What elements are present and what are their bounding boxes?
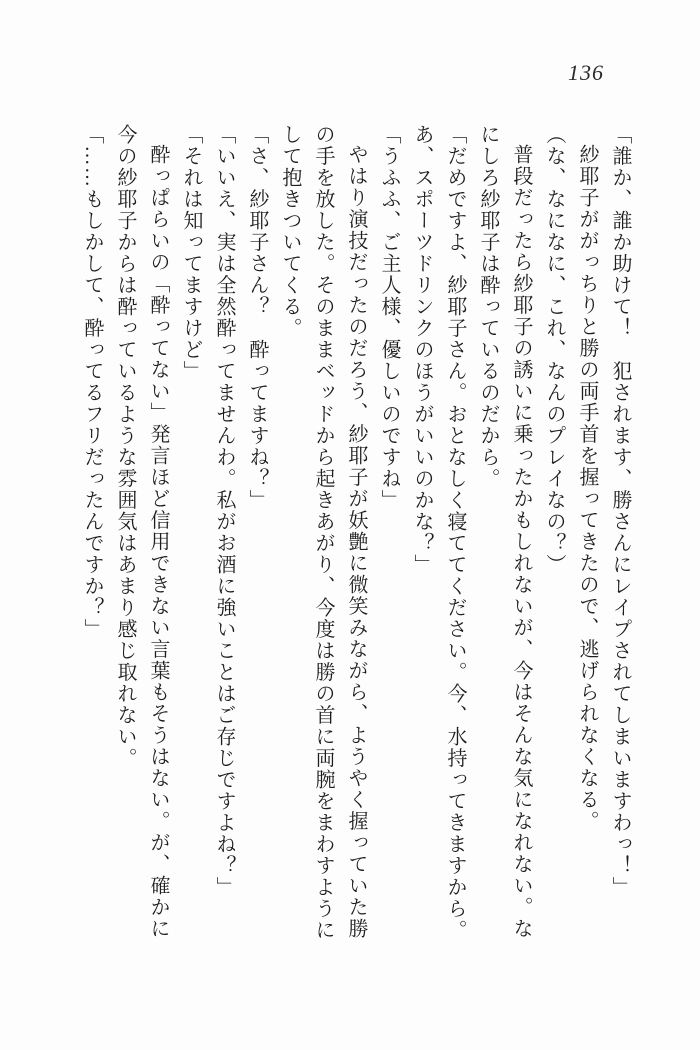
paragraph: 「いいえ、実は全然酔ってませんわ。私がお酒に強いことはご存じですよね？」 bbox=[213, 124, 235, 898]
paragraph: 「……もしかして、酔ってるフリだったんですか？」 bbox=[81, 124, 103, 640]
paragraph: 「それは知ってますけど」 bbox=[180, 124, 202, 382]
body-text bbox=[70, 124, 636, 946]
paragraph: （な、なになに、これ、なんのプレイなの？） bbox=[543, 124, 565, 576]
page-number: 136 bbox=[568, 60, 604, 85]
paragraph: 「だめですよ、紗耶子さん。おとなしく寝ててください。今、水持ってきますから。あ、スポーツドリンクのほうがいいのかな？」 bbox=[411, 124, 466, 941]
paragraph: やはり演技だったのだろう、紗耶子が妖艶に微笑みながら、ようやく握っていた勝の手を放した。そのままベッドから起きあがり、今度は勝の首に両腕をまわすようにして抱きついてくる。 bbox=[279, 124, 367, 941]
paragraph: 「さ、紗耶子さん？ 酔ってますね？」 bbox=[246, 124, 268, 511]
paragraph: 「うふふ、ご主人様、優しいのですね」 bbox=[378, 124, 400, 511]
paragraph: 紗耶子ががっちりと勝の両手首を握ってきたので、逃げられなくなる。 bbox=[576, 144, 598, 832]
paragraph: 「誰か、誰か助けて！ 犯されます、勝さんにレイプされてしまいますわっ！」 bbox=[609, 124, 631, 898]
paragraph: 酔っぱらいの「酔ってない」発言ほど信用できない言葉もそうはない。が、確かに今の紗耶子からは酔っているような雰囲気はあまり感じ取れない。 bbox=[114, 124, 169, 940]
paragraph: 普段だったら紗耶子の誘いに乗ったかもしれないが、今はそんな気になれない。なにしろ紗耶子は酔っているのだから。 bbox=[477, 124, 532, 940]
